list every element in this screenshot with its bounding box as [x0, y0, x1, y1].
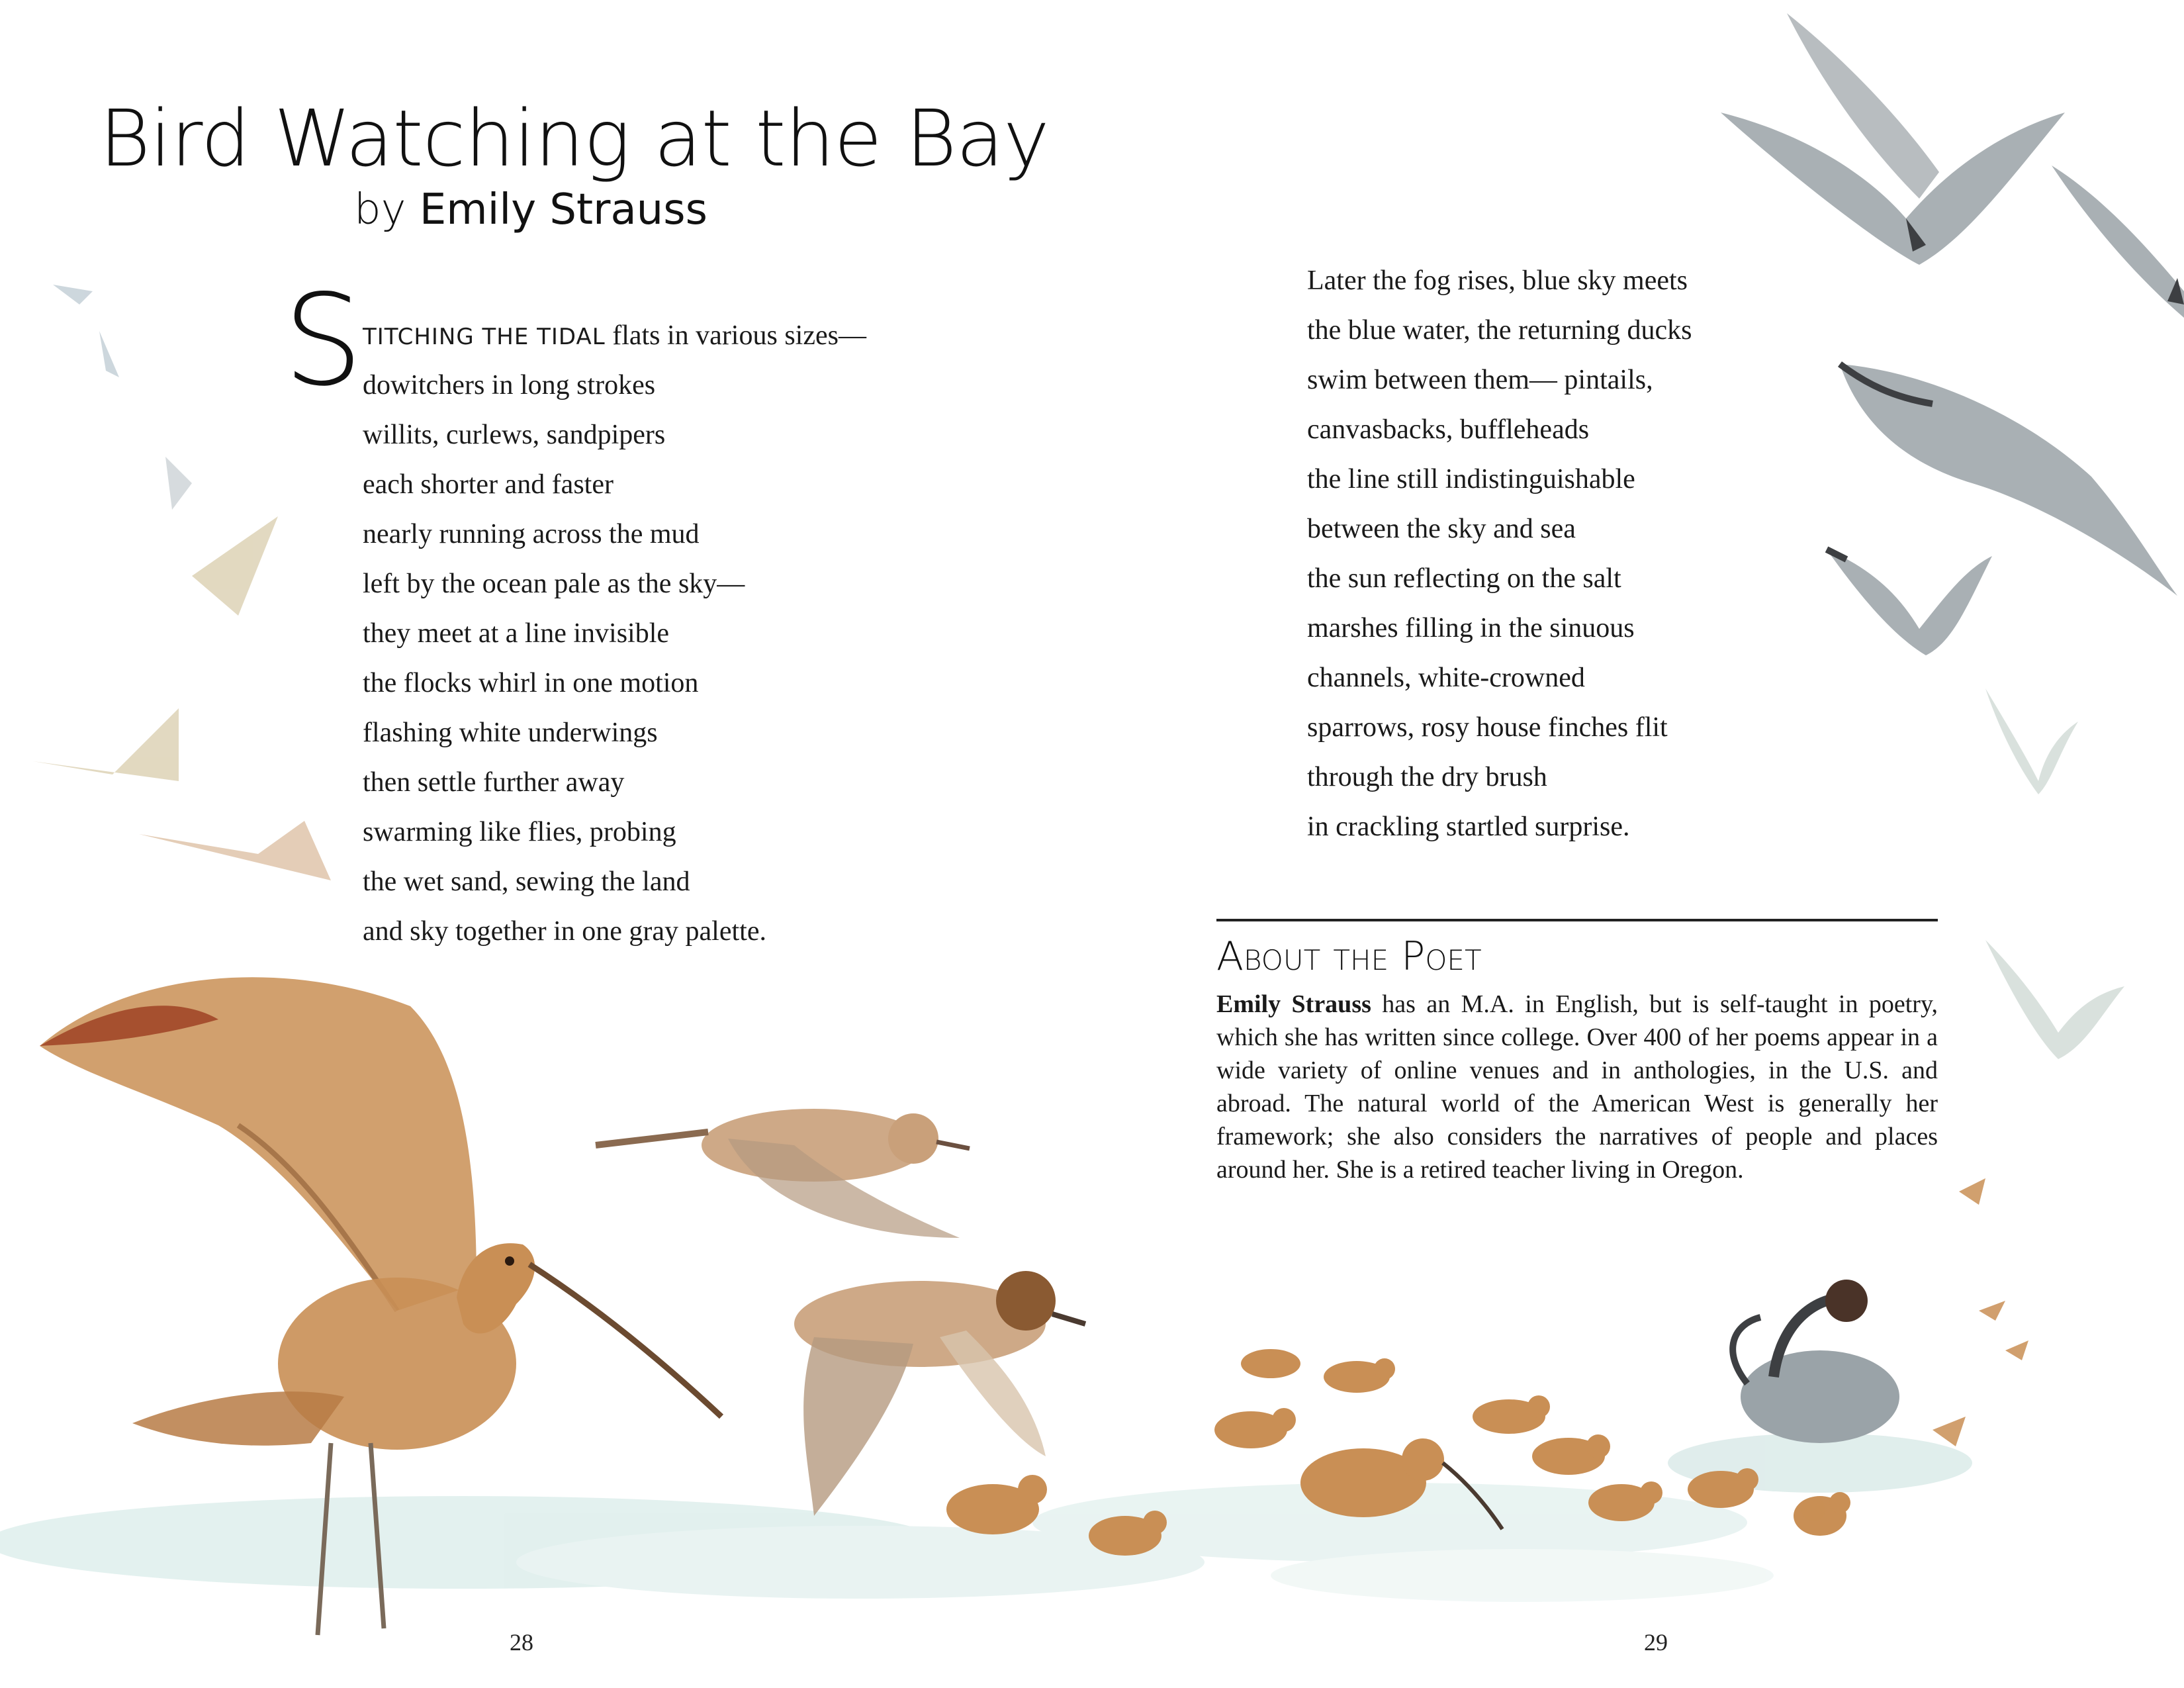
poem-line: sparrows, rosy house finches flit — [1307, 712, 1668, 743]
byline-prefix: by — [354, 185, 406, 234]
poem-line: canvasbacks, buffleheads — [1307, 414, 1590, 445]
poem-line: they meet at a line invisible — [363, 618, 670, 649]
about-heading — [1216, 933, 1482, 980]
poem-line: nearly running across the mud — [363, 519, 700, 549]
poem-line: willits, curlews, sandpipers — [363, 420, 666, 450]
poem-line: dowitchers in long strokes — [363, 370, 656, 400]
first-line-smallcaps: TITCHING THE TIDAL — [363, 324, 606, 350]
first-line-rest: flats in various sizes— — [612, 320, 866, 351]
page-number-right: 29 — [1644, 1629, 1668, 1656]
poem-line: in crackling startled surprise. — [1307, 812, 1630, 842]
poem-line: swim between them— pintails, — [1307, 365, 1653, 395]
about-paragraph — [1216, 988, 1938, 1186]
poem-line: channels, white-crowned — [1307, 663, 1585, 693]
poem-line: swarming like flies, probing — [363, 817, 676, 847]
poem-first-line — [363, 311, 866, 361]
drop-cap: S — [283, 267, 363, 414]
poem-stanza-right — [1307, 256, 1692, 852]
poem-line: each shorter and faster — [363, 469, 614, 500]
author-name: Emily Strauss — [419, 185, 707, 234]
poem-line: the flocks whirl in one motion — [363, 668, 699, 698]
poem-line: flashing white underwings — [363, 718, 658, 748]
poem-line: marshes filling in the sinuous — [1307, 613, 1635, 643]
poem-line: left by the ocean pale as the sky— — [363, 569, 745, 599]
poem-line: Later the fog rises, blue sky meets — [1307, 265, 1688, 296]
poem-stanza-left — [363, 311, 866, 957]
page-number-left: 28 — [510, 1629, 533, 1656]
poem-line: the blue water, the returning ducks — [1307, 315, 1692, 346]
about-divider — [1216, 919, 1938, 921]
about-poet-name: Emily Strauss — [1216, 990, 1371, 1018]
poem-title: Bird Watching at the Bay — [99, 93, 1049, 184]
poem-line: then settle further away — [363, 767, 625, 798]
about-heading-text: About the Poet — [1216, 933, 1482, 980]
poem-line: the wet sand, sewing the land — [363, 867, 690, 897]
poem-line: and sky together in one gray palette. — [363, 916, 766, 947]
poem-line: through the dry brush — [1307, 762, 1547, 792]
poem-line: the line still indistinguishable — [1307, 464, 1635, 494]
byline — [354, 185, 707, 234]
poem-line: between the sky and sea — [1307, 514, 1576, 544]
about-poet-bio: has an M.A. in English, but is self-taught in poetry, which she has written since college. Over 400 of her poems appear in a wide variety of online venues and in anthologies, in the U.S. and abroad. The natural world of the American West is generally her framework; she also considers the narratives of people and places around her. She is a retired teacher living in Oregon. — [1216, 990, 1938, 1184]
poem-line: the sun reflecting on the salt — [1307, 563, 1621, 594]
